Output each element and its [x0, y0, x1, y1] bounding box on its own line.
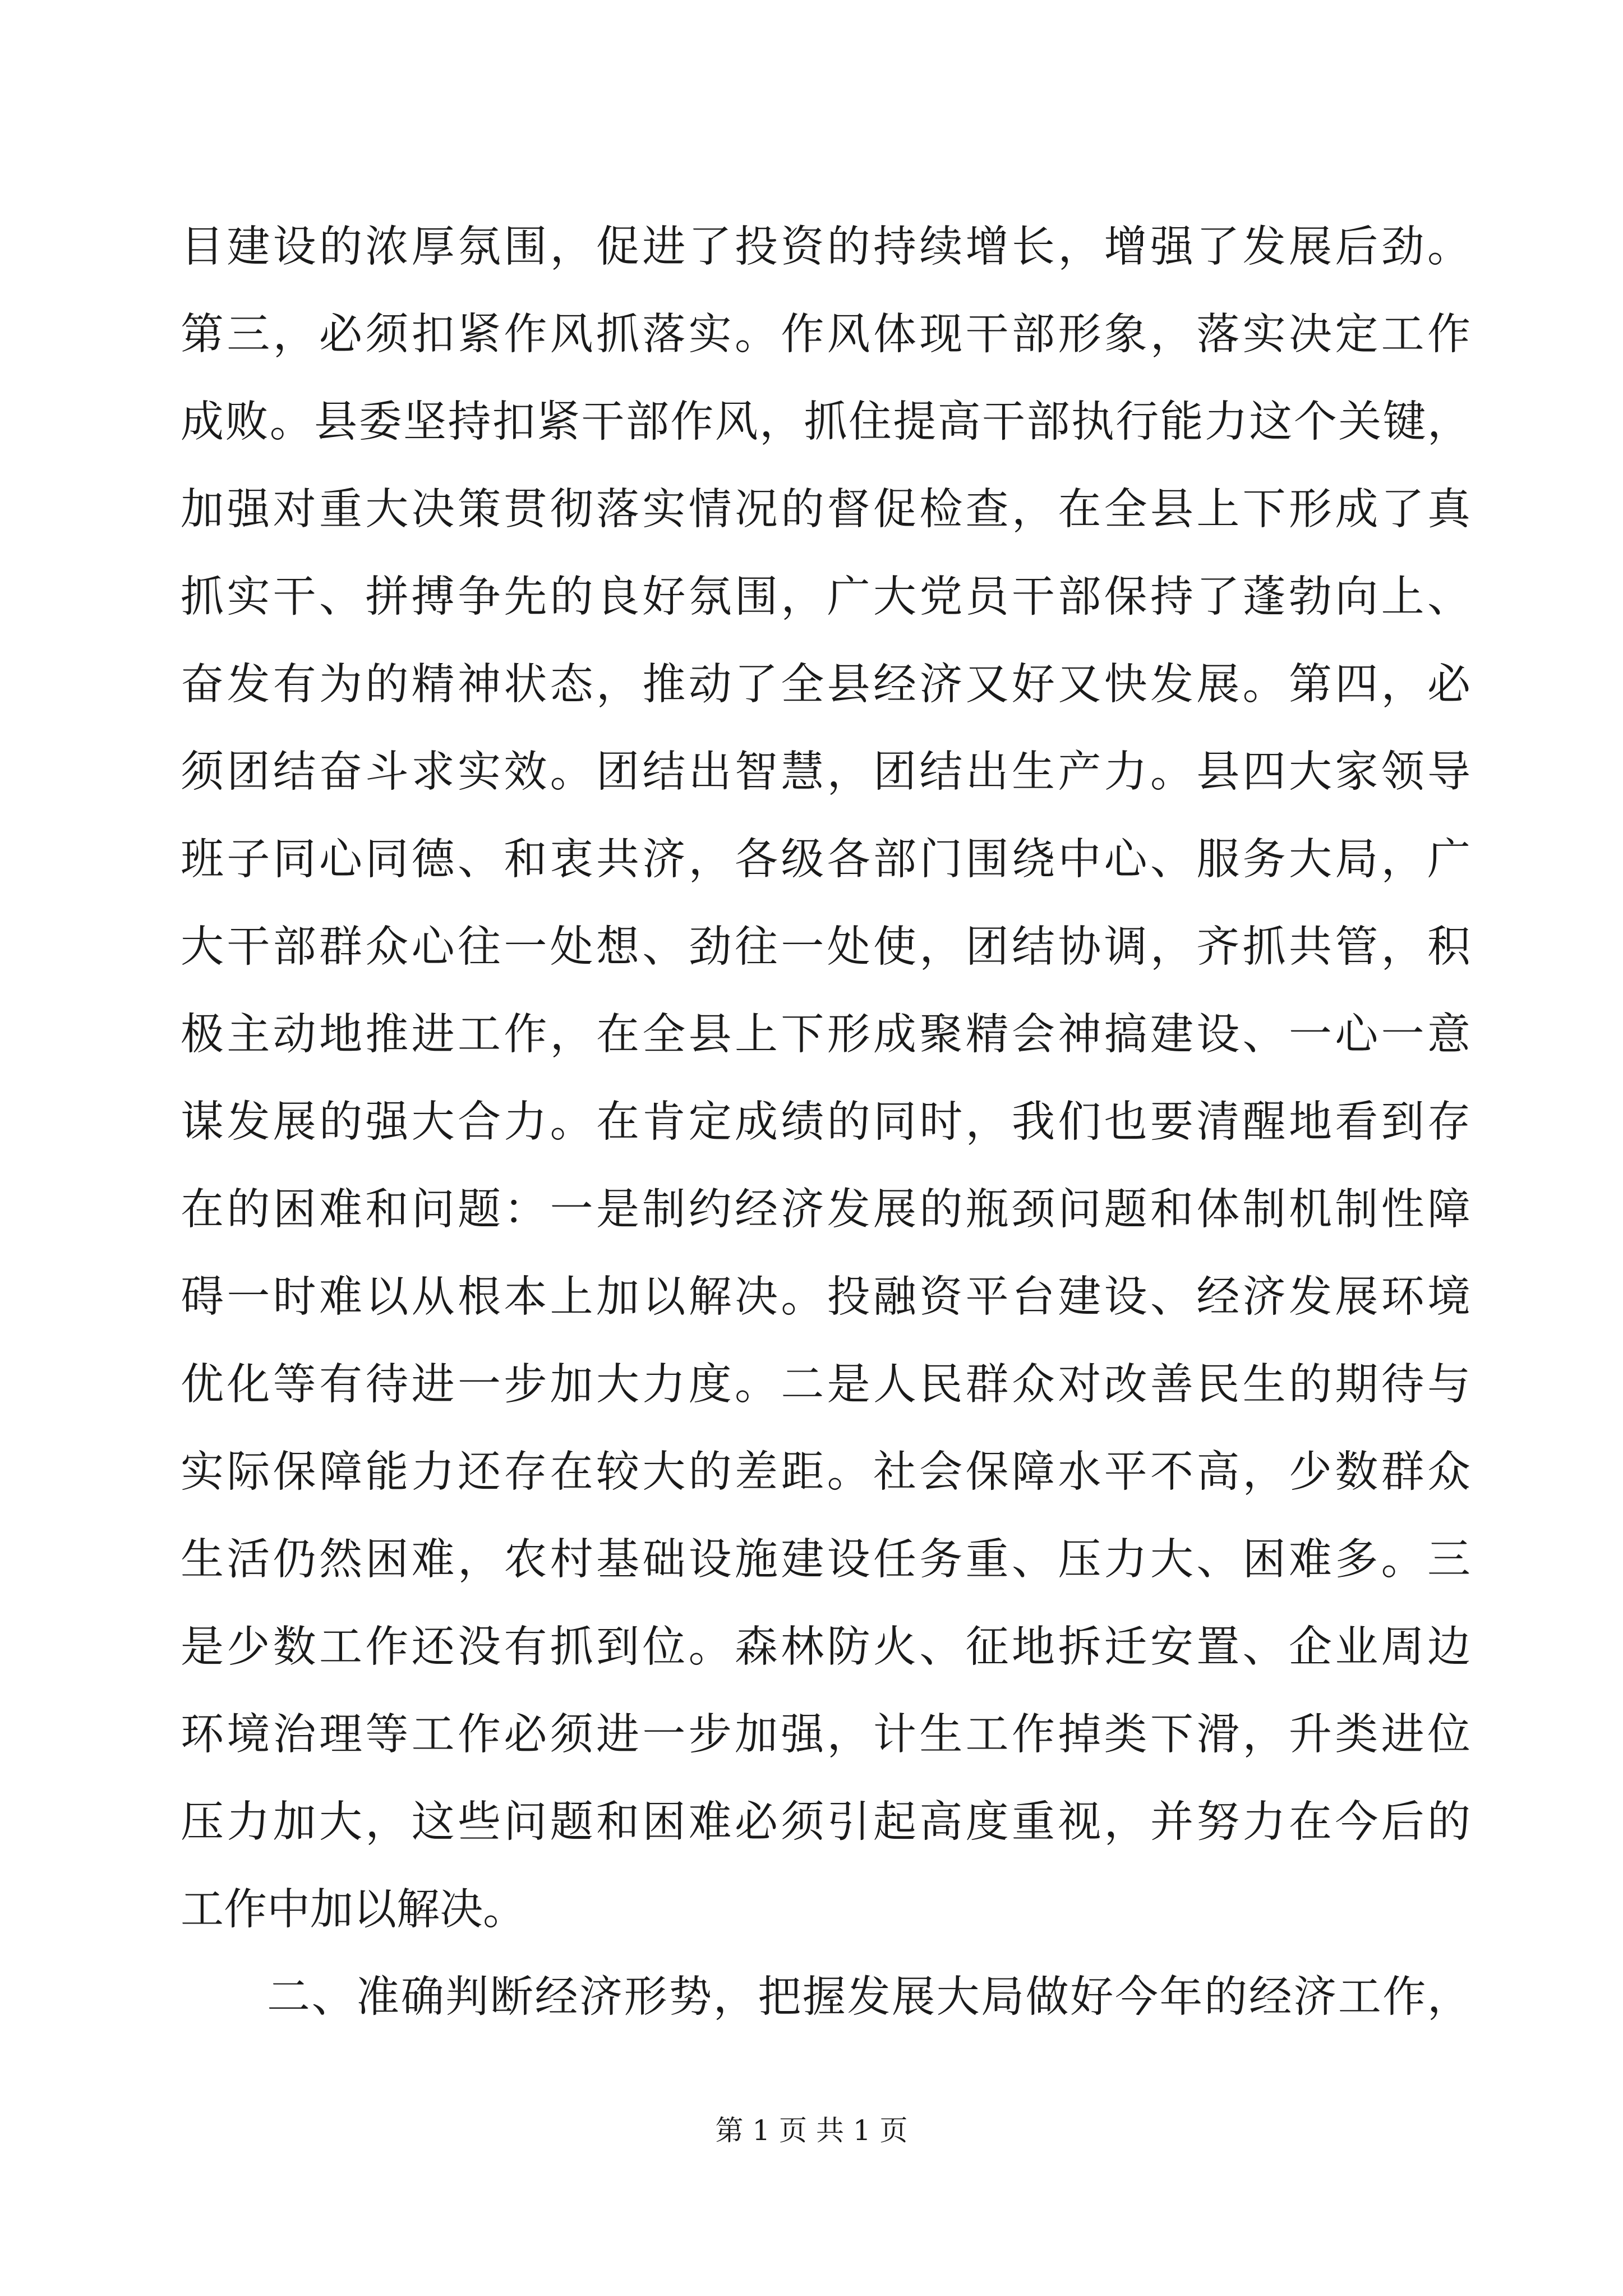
text-line: 实际保障能力还存在较大的差距。社会保障水平不高，少数群众	[181, 1447, 1470, 1497]
text-line: 环境治理等工作必须进一步加强，计生工作掉类下滑，升类进位	[181, 1710, 1470, 1760]
text-line: 在的困难和问题：一是制约经济发展的瓶颈问题和体制机制性障	[181, 1185, 1470, 1235]
text-line: 第三，必须扣紧作风抓落实。作风体现干部形象，落实决定工作	[181, 310, 1470, 360]
text-line: 是少数工作还没有抓到位。森林防火、征地拆迁安置、企业周边	[181, 1622, 1470, 1672]
text-line: 碍一时难以从根本上加以解决。投融资平台建设、经济发展环境	[181, 1272, 1470, 1322]
text-line: 目建设的浓厚氛围，促进了投资的持续增长，增强了发展后劲。	[181, 222, 1470, 272]
page-footer: 第 1 页 共 1 页	[715, 2114, 908, 2147]
text-line: 大干部群众心往一处想、劲往一处使，团结协调，齐抓共管，积	[181, 922, 1470, 972]
text-line: 奋发有为的精神状态，推动了全县经济又好又快发展。第四，必	[181, 660, 1470, 710]
text-line: 压力加大，这些问题和困难必须引起高度重视，并努力在今后的	[181, 1797, 1470, 1847]
text-line: 极主动地推进工作，在全县上下形成聚精会神搞建设、一心一意	[181, 1010, 1470, 1060]
text-line: 须团结奋斗求实效。团结出智慧，团结出生产力。县四大家领导	[181, 747, 1470, 797]
body-text	[181, 222, 1470, 2063]
text-line: 优化等有待进一步加大力度。二是人民群众对改善民生的期待与	[181, 1360, 1470, 1410]
text-line: 成败。县委坚持扣紧干部作风，抓住提高干部执行能力这个关键，	[181, 397, 1470, 447]
text-line: 班子同心同德、和衷共济，各级各部门围绕中心、服务大局，广	[181, 835, 1470, 885]
text-line: 生活仍然困难，农村基础设施建设任务重、压力大、困难多。三	[181, 1535, 1470, 1585]
section-heading-line: 二、准确判断经济形势，把握发展大局做好今年的经济工作，	[267, 1972, 1470, 2022]
text-line: 工作中加以解决。	[181, 1885, 526, 1935]
text-line: 加强对重大决策贯彻落实情况的督促检查，在全县上下形成了真	[181, 485, 1470, 535]
text-line: 抓实干、拼搏争先的良好氛围，广大党员干部保持了蓬勃向上、	[181, 572, 1470, 622]
text-line: 谋发展的强大合力。在肯定成绩的同时，我们也要清醒地看到存	[181, 1097, 1470, 1147]
